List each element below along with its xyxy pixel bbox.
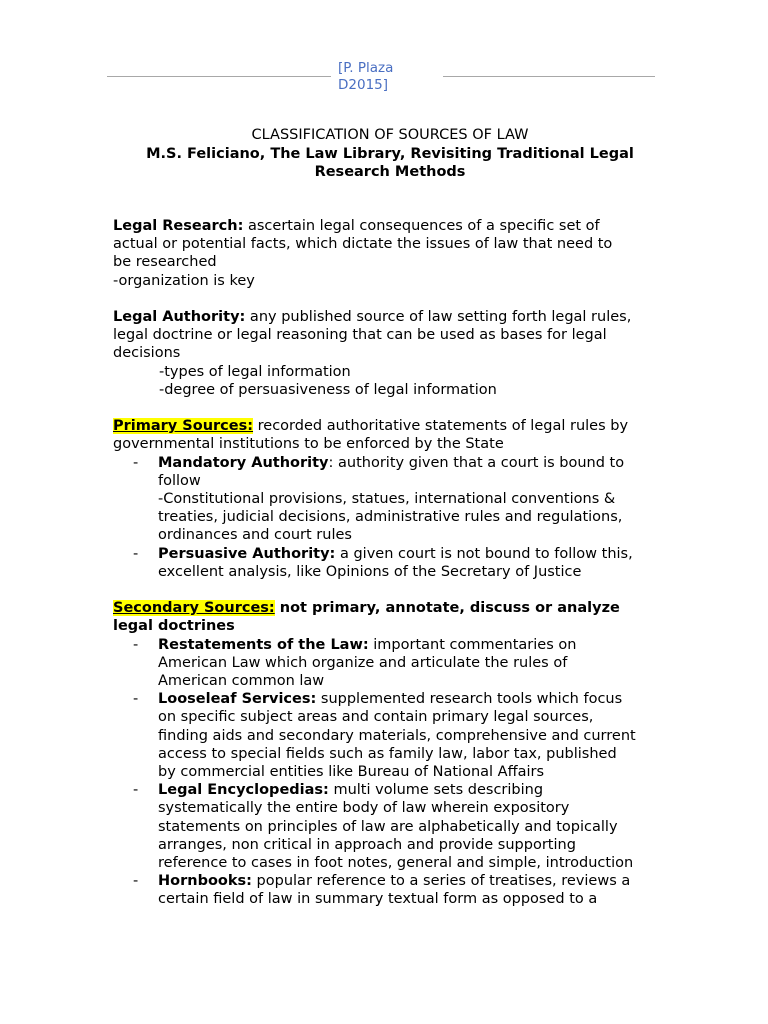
- list-item: - Restatements of the Law: important commentaries on American Law which organize and articulate the rules of American common law: [133, 636, 577, 690]
- term-primary-sources: Primary Sources:: [113, 418, 254, 435]
- document-header: [0, 60, 768, 100]
- primary-sources-list: [113, 454, 673, 581]
- legal-authority-sub-1: -types of legal information: [159, 363, 351, 380]
- section-legal-authority: Legal Authority: any published source of law setting forth legal rules, legal doctrine or legal reasoning that can be used as bases for legal decisions -types of legal information -degree of persuasiveness of legal information: [113, 308, 673, 399]
- author-tag: [338, 60, 428, 94]
- document-title: [100, 126, 680, 182]
- section-legal-research: Legal Research: ascertain legal consequences of a specific set of actual or potential facts, which dictate the issues of law that need to be researched -organization is key: [113, 217, 673, 290]
- term-secondary-sources: Secondary Sources:: [113, 600, 275, 617]
- author-tag-line1: [P. Plaza: [338, 60, 394, 76]
- list-item: - Mandatory Authority: authority given that a court is bound to follow -Constitutional provisions, statues, international conventions & treaties, judicial decisions, administrative rules and regulations, ordinances and court rules: [133, 454, 625, 544]
- legal-authority-sub-2: -degree of persuasiveness of legal information: [159, 381, 497, 398]
- legal-research-note: -organization is key: [113, 272, 255, 289]
- header-rule-left: [107, 76, 331, 77]
- secondary-sources-list: [113, 636, 673, 909]
- list-item: - Legal Encyclopedias: multi volume sets describing systematically the entire body of law wherein expository statements on principles of law are alphabetically and topically arranges, non critical in approach and provide supporting reference to cases in foot notes, general and simple, introduction: [133, 782, 634, 872]
- title-line-1: CLASSIFICATION OF SOURCES OF LAW: [251, 127, 529, 143]
- section-secondary-sources: Secondary Sources: not primary, annotate, discuss or analyze legal doctrines - Restatements of the Law: important commentaries on American Law which organize and articulate the rules of American common law - Looseleaf Services: supplemented research tools which focus on specific subject areas and contain primary legal sources, finding aids and secondary materials, comprehensive and current access to special fields such as family law, labor tax, published by commercial entities like Bureau of National Affairs - Legal Encyclopedias: multi volume sets describing systematically the entire body of law wherein expository statements on principles of law are alphabetically and topically arranges, non critical in approach and provide supporting reference to cases in foot notes, general and simple, introduction - Hornbooks: popular reference to a series of treatises, reviews a certain field of law in summary textual form as opposed to a: [113, 599, 673, 908]
- list-item: - Looseleaf Services: supplemented research tools which focus on specific subject areas and contain primary legal sources, finding aids and secondary materials, comprehensive and current access to special fields such as family law, labor tax, published by commercial entities like Bureau of National Affairs: [133, 691, 636, 781]
- title-line-2: M.S. Feliciano, The Law Library, Revisiting Traditional Legal: [146, 145, 634, 162]
- title-line-3: Research Methods: [314, 164, 466, 180]
- list-item: - Persuasive Authority: a given court is not bound to follow this, excellent analysis, like Opinions of the Secretary of Justice: [133, 545, 633, 580]
- list-item: - Hornbooks: popular reference to a series of treatises, reviews a certain field of law in summary textual form as opposed to a: [133, 873, 631, 908]
- term-legal-authority: Legal Authority:: [113, 309, 246, 325]
- document-body: [113, 217, 673, 909]
- author-tag-line2: D2015]: [338, 77, 389, 93]
- term-legal-research: Legal Research:: [113, 218, 244, 234]
- section-primary-sources: Primary Sources: recorded authoritative statements of legal rules by governmental institutions to be enforced by the State - Mandatory Authority: authority given that a court is bound to follow -Constitutional provisions, statues, international conventions & treaties, judicial decisions, administrative rules and regulations, ordinances and court rules - Persuasive Authority: a given court is not bound to follow this, excellent analysis, like Opinions of the Secretary of Justice: [113, 417, 673, 581]
- header-rule-right: [443, 76, 655, 77]
